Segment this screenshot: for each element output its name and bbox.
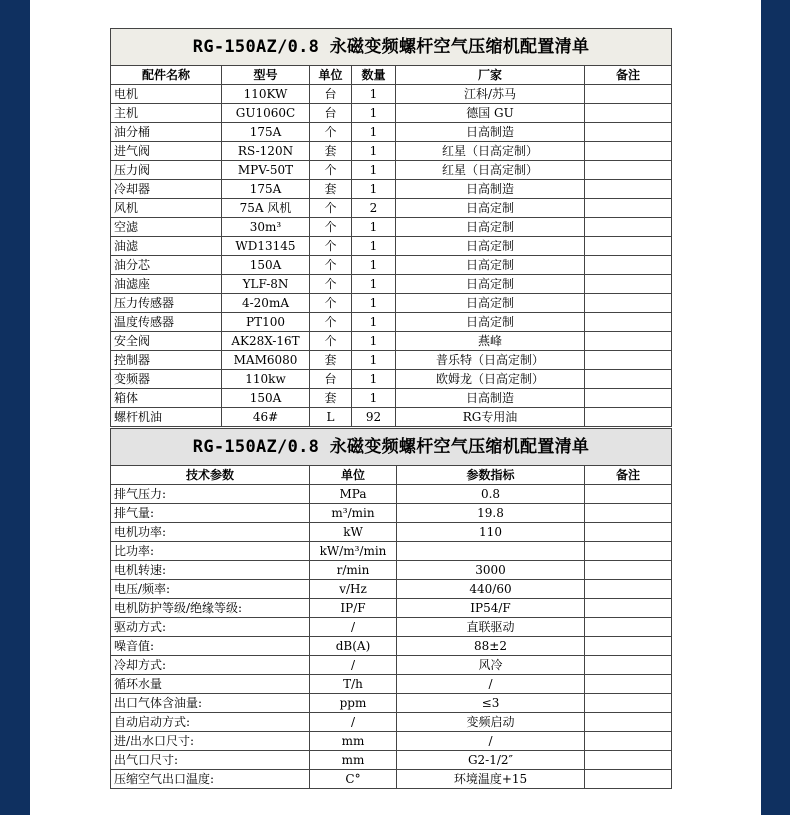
header-tech-param: 技术参数 (111, 466, 310, 485)
table-cell: 电机 (111, 85, 222, 104)
table-cell: kW/m³/min (310, 542, 397, 561)
config-table-body (111, 85, 672, 427)
table-cell: 个 (310, 256, 352, 275)
table-cell: 88±2 (397, 637, 585, 656)
table-row (111, 770, 672, 789)
table-cell (585, 408, 672, 427)
table-cell: PT100 (222, 313, 310, 332)
table-cell: m³/min (310, 504, 397, 523)
table-cell: 440/60 (397, 580, 585, 599)
table-cell: 1 (352, 85, 396, 104)
table-cell: 套 (310, 351, 352, 370)
table-cell: 日高定制 (396, 218, 585, 237)
table-cell: 日高定制 (396, 275, 585, 294)
table-cell: 红星（日高定制） (396, 142, 585, 161)
table-cell: MAM6080 (222, 351, 310, 370)
table-row (111, 161, 672, 180)
table-cell: 175A (222, 180, 310, 199)
header-part-name: 配件名称 (111, 66, 222, 85)
table-cell: 进/出水口尺寸: (111, 732, 310, 751)
table-cell (585, 180, 672, 199)
table-cell (585, 751, 672, 770)
table-cell: L (310, 408, 352, 427)
table-cell (585, 256, 672, 275)
table-cell: 个 (310, 199, 352, 218)
table-cell (585, 675, 672, 694)
table-cell: 个 (310, 237, 352, 256)
table-cell (585, 580, 672, 599)
table-cell: 175A (222, 123, 310, 142)
table-cell: RS-120N (222, 142, 310, 161)
table-cell: 个 (310, 332, 352, 351)
table-cell (585, 294, 672, 313)
table-cell (585, 199, 672, 218)
table-cell: 1 (352, 256, 396, 275)
header-param-unit: 单位 (310, 466, 397, 485)
table-cell: 19.8 (397, 504, 585, 523)
table-cell: 1 (352, 104, 396, 123)
table-cell: GU1060C (222, 104, 310, 123)
table-cell: 油分桶 (111, 123, 222, 142)
header-unit: 单位 (310, 66, 352, 85)
table-cell: mm (310, 751, 397, 770)
param-table-title: RG-150AZ/0.8 永磁变频螺杆空气压缩机配置清单 (111, 429, 672, 466)
table-cell: 变频器 (111, 370, 222, 389)
table-cell: / (397, 675, 585, 694)
table-cell: 油滤 (111, 237, 222, 256)
table-cell: / (310, 618, 397, 637)
table-cell (585, 732, 672, 751)
table-row (111, 142, 672, 161)
table-cell: 1 (352, 161, 396, 180)
table-cell: 3000 (397, 561, 585, 580)
table-row (111, 637, 672, 656)
table-cell: 德国 GU (396, 104, 585, 123)
table-cell: 温度传感器 (111, 313, 222, 332)
table-cell: 1 (352, 351, 396, 370)
table-cell: 个 (310, 313, 352, 332)
table-cell (585, 694, 672, 713)
table-cell (585, 389, 672, 408)
table-cell: 出气口尺寸: (111, 751, 310, 770)
table-row (111, 256, 672, 275)
table-cell: 日高定制 (396, 199, 585, 218)
param-table (110, 428, 672, 789)
table-cell: 套 (310, 180, 352, 199)
table-cell: mm (310, 732, 397, 751)
table-cell: 空滤 (111, 218, 222, 237)
table-cell: 电机功率: (111, 523, 310, 542)
table-cell: 110KW (222, 85, 310, 104)
table-row (111, 199, 672, 218)
table-cell: MPV-50T (222, 161, 310, 180)
table-row (111, 389, 672, 408)
table-cell (585, 275, 672, 294)
table-cell: IP54/F (397, 599, 585, 618)
param-table-header (111, 466, 672, 485)
table-cell: 环境温度+15 (397, 770, 585, 789)
header-param-remarks: 备注 (585, 466, 672, 485)
table-cell: 排气量: (111, 504, 310, 523)
table-cell (585, 142, 672, 161)
table-cell: 噪音值: (111, 637, 310, 656)
table-cell (585, 485, 672, 504)
table-row (111, 561, 672, 580)
table-cell: ≤3 (397, 694, 585, 713)
table-cell (585, 637, 672, 656)
table-row (111, 104, 672, 123)
table-cell: 个 (310, 123, 352, 142)
table-cell: 套 (310, 142, 352, 161)
table-cell (585, 313, 672, 332)
table-cell: 75A 风机 (222, 199, 310, 218)
table-row (111, 751, 672, 770)
table-cell: RG专用油 (396, 408, 585, 427)
table-cell: 螺杆机油 (111, 408, 222, 427)
table-cell (585, 713, 672, 732)
table-cell: 普乐特（日高定制） (396, 351, 585, 370)
table-cell: 自动启动方式: (111, 713, 310, 732)
table-cell: / (310, 656, 397, 675)
table-cell (585, 561, 672, 580)
table-cell: 风冷 (397, 656, 585, 675)
table-cell: 燕峰 (396, 332, 585, 351)
table-row (111, 713, 672, 732)
table-cell: 台 (310, 85, 352, 104)
table-cell: MPa (310, 485, 397, 504)
table-cell: WD13145 (222, 237, 310, 256)
table-row (111, 218, 672, 237)
table-row (111, 370, 672, 389)
table-row (111, 294, 672, 313)
table-cell: 油滤座 (111, 275, 222, 294)
table-cell (585, 332, 672, 351)
table-cell: 1 (352, 275, 396, 294)
table-cell: 日高定制 (396, 313, 585, 332)
table-row (111, 85, 672, 104)
table-cell: 日高定制 (396, 237, 585, 256)
table-cell: 套 (310, 389, 352, 408)
table-cell (585, 770, 672, 789)
table-cell: AK28X-16T (222, 332, 310, 351)
table-cell: 0.8 (397, 485, 585, 504)
table-cell: 1 (352, 142, 396, 161)
table-cell: 欧姆龙（日高定制） (396, 370, 585, 389)
table-cell: v/Hz (310, 580, 397, 599)
table-cell (585, 123, 672, 142)
table-row (111, 732, 672, 751)
table-cell (585, 656, 672, 675)
config-table-header (111, 66, 672, 85)
table-cell: 1 (352, 332, 396, 351)
table-cell: 进气阀 (111, 142, 222, 161)
table-cell: C° (310, 770, 397, 789)
table-row (111, 542, 672, 561)
table-cell (585, 599, 672, 618)
table-row (111, 694, 672, 713)
table-cell: r/min (310, 561, 397, 580)
table-cell: 电压/频率: (111, 580, 310, 599)
table-cell: 110kw (222, 370, 310, 389)
table-cell: 油分芯 (111, 256, 222, 275)
table-cell: 1 (352, 237, 396, 256)
table-cell (585, 161, 672, 180)
header-param-value: 参数指标 (397, 466, 585, 485)
table-row (111, 675, 672, 694)
table-cell: 1 (352, 313, 396, 332)
table-cell (585, 351, 672, 370)
table-cell: 压缩空气出口温度: (111, 770, 310, 789)
spec-sheet-page (30, 0, 761, 815)
table-cell: 110 (397, 523, 585, 542)
table-row (111, 332, 672, 351)
table-cell: 日高定制 (396, 256, 585, 275)
table-row (111, 237, 672, 256)
table-cell: 1 (352, 389, 396, 408)
header-remarks: 备注 (585, 66, 672, 85)
table-cell (585, 504, 672, 523)
table-cell: 个 (310, 294, 352, 313)
table-row (111, 275, 672, 294)
table-cell: / (310, 713, 397, 732)
header-quantity: 数量 (352, 66, 396, 85)
table-cell: 150A (222, 256, 310, 275)
table-cell (585, 370, 672, 389)
table-cell: 日高制造 (396, 389, 585, 408)
table-cell: 92 (352, 408, 396, 427)
table-cell: 主机 (111, 104, 222, 123)
table-cell: 台 (310, 104, 352, 123)
table-cell: 电机转速: (111, 561, 310, 580)
table-row (111, 351, 672, 370)
table-cell (585, 542, 672, 561)
table-cell (585, 523, 672, 542)
table-row (111, 123, 672, 142)
param-table-body (111, 485, 672, 789)
table-cell: 150A (222, 389, 310, 408)
table-cell: 46# (222, 408, 310, 427)
table-row (111, 599, 672, 618)
config-table (110, 28, 672, 427)
table-cell: 台 (310, 370, 352, 389)
table-cell: 江科/苏马 (396, 85, 585, 104)
table-row (111, 180, 672, 199)
table-cell (585, 104, 672, 123)
table-row (111, 485, 672, 504)
table-cell: 1 (352, 370, 396, 389)
header-model: 型号 (222, 66, 310, 85)
table-cell: 压力传感器 (111, 294, 222, 313)
header-manufacturer: 厂家 (396, 66, 585, 85)
table-cell: 红星（日高定制） (396, 161, 585, 180)
table-cell (397, 542, 585, 561)
table-row (111, 523, 672, 542)
table-cell: 1 (352, 294, 396, 313)
table-cell: 1 (352, 180, 396, 199)
table-cell: 安全阀 (111, 332, 222, 351)
table-cell: dB(A) (310, 637, 397, 656)
table-cell: G2-1/2″ (397, 751, 585, 770)
table-cell: 变频启动 (397, 713, 585, 732)
table-cell: 压力阀 (111, 161, 222, 180)
table-cell: T/h (310, 675, 397, 694)
table-cell: 直联驱动 (397, 618, 585, 637)
table-cell: 出口气体含油量: (111, 694, 310, 713)
table-cell: kW (310, 523, 397, 542)
table-cell: 4-20mA (222, 294, 310, 313)
table-cell: 个 (310, 218, 352, 237)
table-cell: 2 (352, 199, 396, 218)
table-cell: 驱动方式: (111, 618, 310, 637)
table-cell: 日高定制 (396, 294, 585, 313)
table-cell: 控制器 (111, 351, 222, 370)
table-cell: 冷却方式: (111, 656, 310, 675)
table-cell: 个 (310, 275, 352, 294)
table-row (111, 618, 672, 637)
table-cell: 风机 (111, 199, 222, 218)
table-row (111, 656, 672, 675)
table-cell: 比功率: (111, 542, 310, 561)
table-cell: ppm (310, 694, 397, 713)
table-cell: 1 (352, 218, 396, 237)
table-cell: 个 (310, 161, 352, 180)
table-row (111, 313, 672, 332)
table-row (111, 408, 672, 427)
table-cell: 电机防护等级/绝缘等级: (111, 599, 310, 618)
table-cell: / (397, 732, 585, 751)
table-cell: 冷却器 (111, 180, 222, 199)
table-cell: 排气压力: (111, 485, 310, 504)
table-cell: 箱体 (111, 389, 222, 408)
table-row (111, 504, 672, 523)
table-cell (585, 618, 672, 637)
table-cell: 日高制造 (396, 180, 585, 199)
table-cell (585, 237, 672, 256)
config-table-title: RG-150AZ/0.8 永磁变频螺杆空气压缩机配置清单 (111, 29, 672, 66)
table-cell: 1 (352, 123, 396, 142)
table-cell: 日高制造 (396, 123, 585, 142)
table-cell: YLF-8N (222, 275, 310, 294)
table-cell: 30m³ (222, 218, 310, 237)
table-cell: IP/F (310, 599, 397, 618)
table-cell: 循环水量 (111, 675, 310, 694)
table-cell (585, 218, 672, 237)
table-row (111, 580, 672, 599)
table-cell (585, 85, 672, 104)
